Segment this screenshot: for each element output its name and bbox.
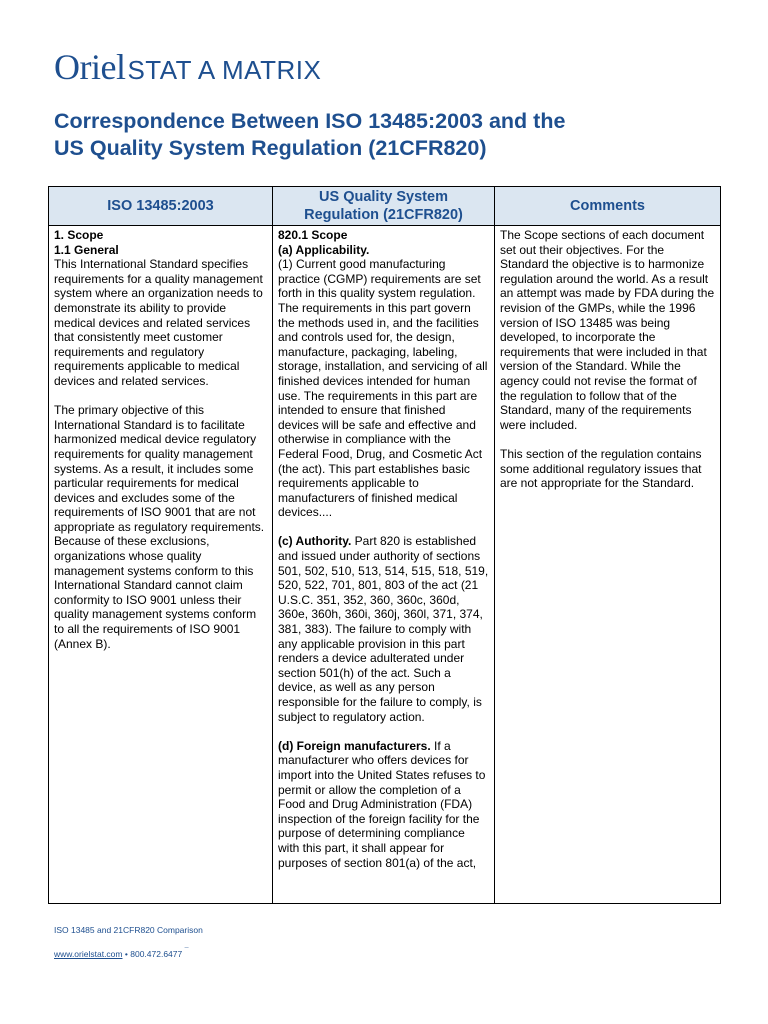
footer-website-link[interactable]: www.orielstat.com [54,948,123,959]
comments-paragraph-2: This section of the regulation contains some additional regulatory issues that are not appropriate for the Standard. [500,446,702,491]
footer-contact [54,947,189,959]
table-header-row [49,187,721,226]
qsr-foreign-heading: (d) Foreign manufacturers. [278,738,431,753]
qsr-authority-text: Part 820 is established and issued under authority of sections 501, 502, 510, 513, 514, 515, 518, 519, 520, 522, 701, 801, 803 of the act (21 U.S.C. 351, 352, 360, 360c, 360d, 360e, 360h, 360i, 360j, 360l, 371, 374, 381, 383). The failure to comply with any applicable provision in this part renders a device adulterated under section 501(h) of the act. Such a device, as well as any person responsible for the failure to comply, is subject to regulatory action. [278,534,489,724]
footer-separator: • [124,948,128,959]
header-qsr [273,187,495,226]
header-qsr-line-2: Regulation (21CFR820) [304,207,463,223]
header-qsr-line-1: US Quality System [319,189,448,205]
qsr-applicability-text: (1) Current good manufacturing practice (CGMP) requirements are set forth in this quality system regulation. The requirements in this part govern the methods used in, and the facilities and controls used for, the design, manufacture, packaging, labeling, storage, installation, and servicing of all finished devices intended for human use. The requirements in this part are intended to ensure that finished devices will be safe and effective and otherwise in compliance with the Federal Food, Drug, and Cosmetic Act (the act). This part establishes basic requirements applicable to manufacturers of finished medical devices.... [278,257,488,520]
iso-cell [49,226,273,904]
qsr-applicability-heading: (a) Applicability. [278,242,370,257]
qsr-section-heading: 820.1 Scope [278,228,348,242]
footer-mark: ¯ [184,947,189,955]
table-row [49,226,721,904]
iso-paragraph-2: The primary objective of this International Standard is to facilitate harmonized medical device regulatory requirements for quality management systems. As a result, it includes some particular requirements for medical devices and excludes some of the requirements of ISO 9001 that are not appropriate as regulatory requirements. Because of these exclusions, organizations whose quality management systems conform to this International Standard cannot claim conformity to ISO 9001 unless their quality management systems conform to all the requirements of ISO 9001 (Annex B). [54,403,265,651]
document-title [54,108,714,162]
qsr-foreign-text: If a manufacturer who offers devices for import into the United States refuses to permit or allow the completion of a Food and Drug Administration (FDA) inspection of the foreign facility for the purpose of determining compliance with this part, it shall appear for purposes of section 801(a) of the act, [278,738,486,870]
iso-paragraph-1: This International Standard specifies requirements for a quality management system where an organization needs to demonstrate its ability to provide medical devices and related services that consistently meet customer requirements and regulatory requirements applicable to medical devices and related services. [54,257,263,388]
header-iso: ISO 13485:2003 [49,187,273,226]
qsr-authority-paragraph [278,534,489,724]
logo-brand: Oriel [54,47,126,87]
footer-document-name: ISO 13485 and 21CFR820 Comparison [54,925,203,935]
company-logo [54,46,321,90]
qsr-cell [273,226,495,904]
footer-phone: 800.472.6477 [130,948,183,959]
qsr-authority-heading: (c) Authority. [278,534,352,549]
iso-subsection-heading: 1.1 General [54,242,119,257]
title-line-1: Correspondence Between ISO 13485:2003 and the [54,109,566,133]
correspondence-table [48,186,721,904]
iso-section-heading: 1. Scope [54,228,104,242]
logo-subtitle: STAT A MATRIX [127,55,322,85]
qsr-cell-content [278,228,489,901]
comments-paragraph-1: The Scope sections of each document set out their objectives. For the Standard the objective is to harmonize regulation around the world. As a result an attempt was made by FDA during the revision of the GMPs, while the 1996 version of ISO 13485 was being developed, to incorporate the requirements that were included in that version of the Standard. While the agency could not revise the format of the regulation to follow that of the Standard, many of the requirements were included. [500,228,715,432]
header-comments: Comments [495,187,721,226]
title-line-2: US Quality System Regulation (21CFR820) [54,136,487,160]
qsr-foreign-paragraph [278,739,489,870]
comments-cell [495,226,721,904]
